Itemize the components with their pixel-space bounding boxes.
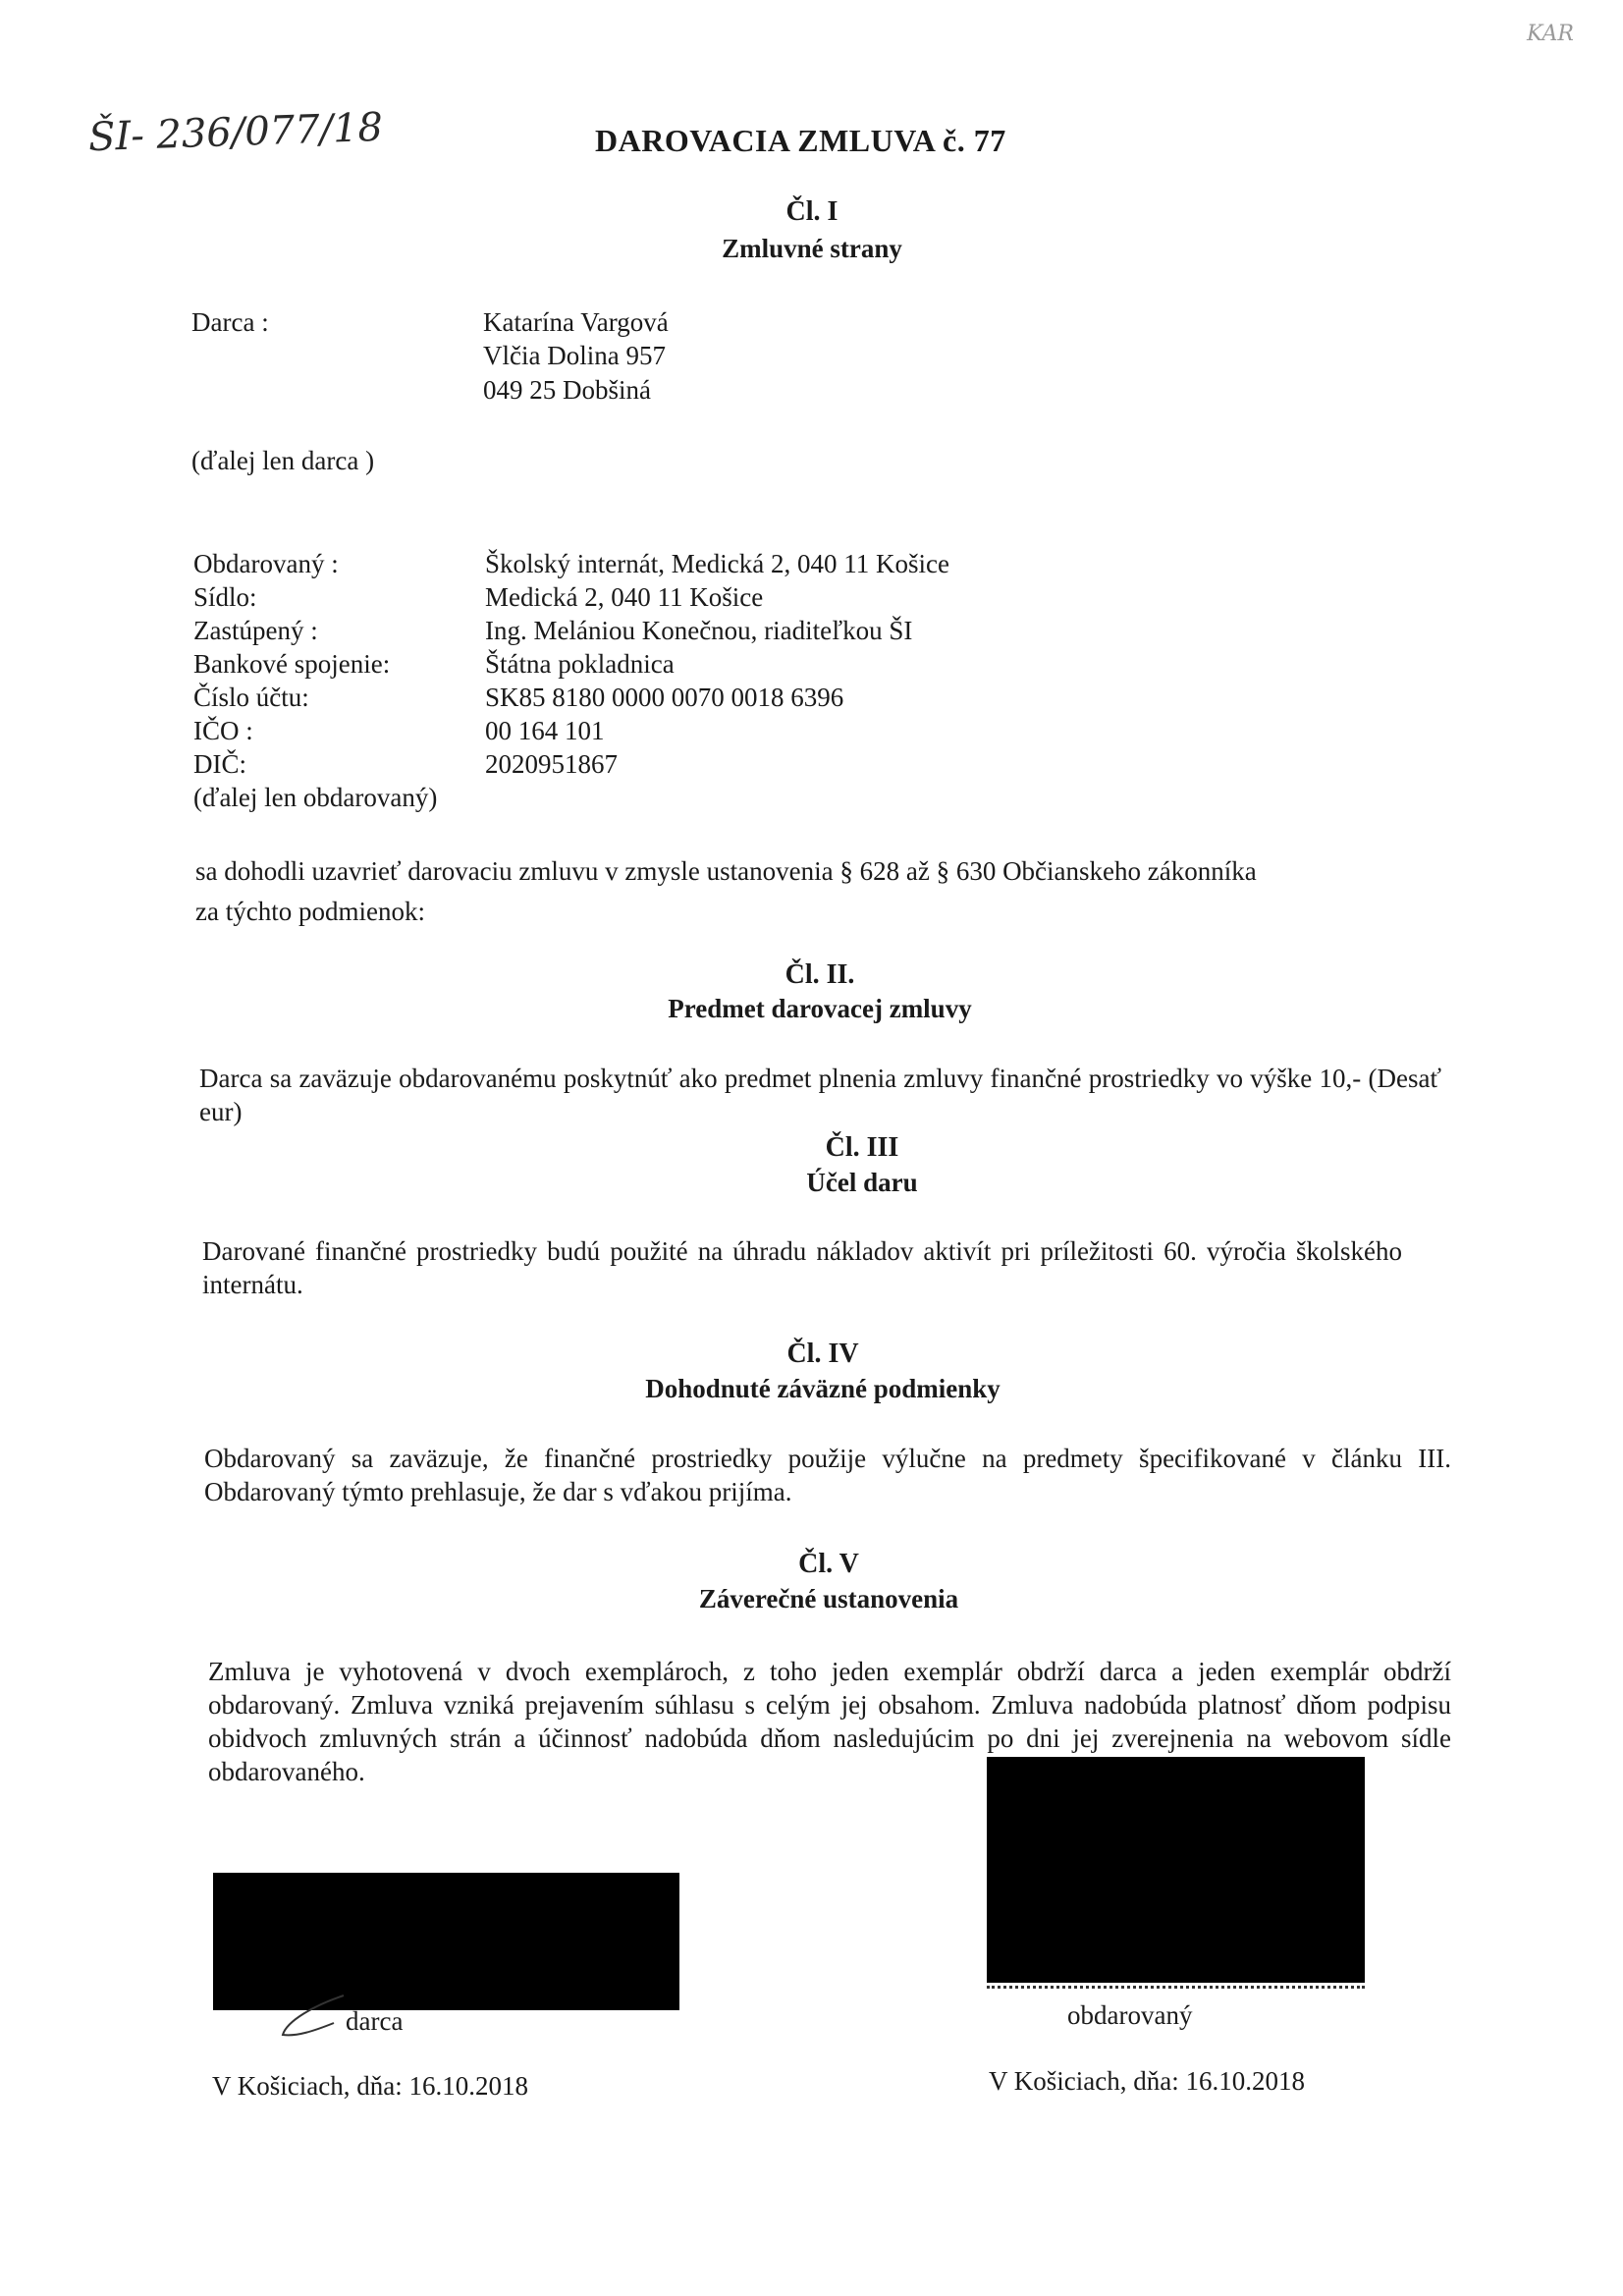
article-2-name: Predmet darovacej zmluvy <box>668 994 972 1023</box>
recipient-row-label: Bankové spojenie: <box>193 649 391 679</box>
document-title: DAROVACIA ZMLUVA č. 77 <box>595 123 1006 158</box>
recipient-row <box>193 647 1077 681</box>
recipient-signature-label: obdarovaný <box>1067 2000 1193 2030</box>
article-4-number: Čl. IV <box>786 1339 859 1369</box>
recipient-row <box>193 547 1077 580</box>
recipient-place-date: V Košiciach, dňa: 16.10.2018 <box>989 2066 1305 2096</box>
article-4-text: Obdarovaný sa zaväzuje, že finančné prostriedky použije výlučne na predmety špecifikované v článku III. Obdarovaný týmto prehlasuje, že dar s vďakou prijíma. <box>204 1444 1451 1506</box>
handwritten-reference-number: ŠI- 236/077/18 <box>87 104 384 161</box>
recipient-row-value: 00 164 101 <box>485 716 605 745</box>
article-2-number: Čl. II. <box>784 959 855 990</box>
donor-city: 049 25 Dobšiná <box>483 375 651 405</box>
article-4-name: Dohodnuté záväzné podmienky <box>645 1374 1001 1403</box>
article-3-number: Čl. III <box>825 1132 899 1163</box>
recipient-row-value: Školský internát, Medická 2, 040 11 Košice <box>485 549 949 578</box>
recipient-signature-redaction <box>987 1757 1365 1983</box>
recipient-row-value: Medická 2, 040 11 Košice <box>485 582 764 612</box>
recipient-row-label: Číslo účtu: <box>193 683 309 712</box>
handwritten-corner-mark: KAR <box>1527 22 1574 46</box>
recipient-row-label: Sídlo: <box>193 582 257 612</box>
article-5-name: Záverečné ustanovenia <box>698 1584 959 1613</box>
article-5-text: Zmluva je vyhotovená v dvoch exemplároch, z toho jeden exemplár obdrží darca a jeden exemplár obdrží obdarovaný. Zmluva vzniká prejavením súhlasu s celým jej obsahom. Zmluva nadobúda platnosť dňom podpisu obidvoch zmluvných strán a účinnosť nadobúda dňom nasledujúcim po dni jej zverejnenia na webovom sídle obdarovaného. <box>208 1657 1451 1786</box>
signature-stroke-icon <box>275 1992 353 2043</box>
recipient-row <box>193 714 1077 747</box>
recipient-row-label: IČO : <box>193 716 253 745</box>
recipient-row <box>193 614 1077 647</box>
intro-line-2: za týchto podmienok: <box>195 897 425 926</box>
recipient-row <box>193 580 1077 614</box>
donor-note: (ďalej len darca ) <box>191 446 375 475</box>
recipient-row-label: Obdarovaný : <box>193 549 339 578</box>
recipient-row-value: Ing. Melániou Konečnou, riaditeľkou ŠI <box>485 616 913 645</box>
recipient-row-label: Zastúpený : <box>193 616 318 645</box>
donor-street: Vlčia Dolina 957 <box>483 341 666 370</box>
recipient-row-value: Štátna pokladnica <box>485 649 675 679</box>
article-1-number: Čl. I <box>785 196 839 227</box>
article-1-name: Zmluvné strany <box>722 234 902 263</box>
donor-signature-redaction <box>213 1873 679 2010</box>
recipient-row-value: 2020951867 <box>485 749 618 779</box>
donor-place-date: V Košiciach, dňa: 16.10.2018 <box>212 2071 528 2101</box>
recipient-row <box>193 681 1077 714</box>
donor-name: Katarína Vargová <box>483 307 669 337</box>
recipient-signature-line <box>987 1986 1365 1989</box>
article-2-text: Darca sa zaväzuje obdarovanému poskytnúť ako predmet plnenia zmluvy finančné prostriedky vo výške 10,- (Desať eur) <box>199 1064 1441 1126</box>
recipient-details <box>193 547 1077 814</box>
recipient-row-value: SK85 8180 0000 0070 0018 6396 <box>485 683 844 712</box>
article-3-text: Darované finančné prostriedky budú použité na úhradu nákladov aktivít pri príležitosti 60. výročia školského internátu. <box>202 1236 1402 1299</box>
intro-line-1: sa dohodli uzavrieť darovaciu zmluvu v zmysle ustanovenia § 628 až § 630 Občianskeho zákonníka <box>195 856 1257 886</box>
article-3-name: Účel daru <box>806 1168 918 1197</box>
donor-signature-label: darca <box>346 2006 404 2036</box>
recipient-note: (ďalej len obdarovaný) <box>193 783 438 812</box>
donor-label: Darca : <box>191 307 269 337</box>
recipient-row <box>193 747 1077 781</box>
recipient-row-label: DIČ: <box>193 749 246 779</box>
article-5-number: Čl. V <box>798 1549 859 1579</box>
